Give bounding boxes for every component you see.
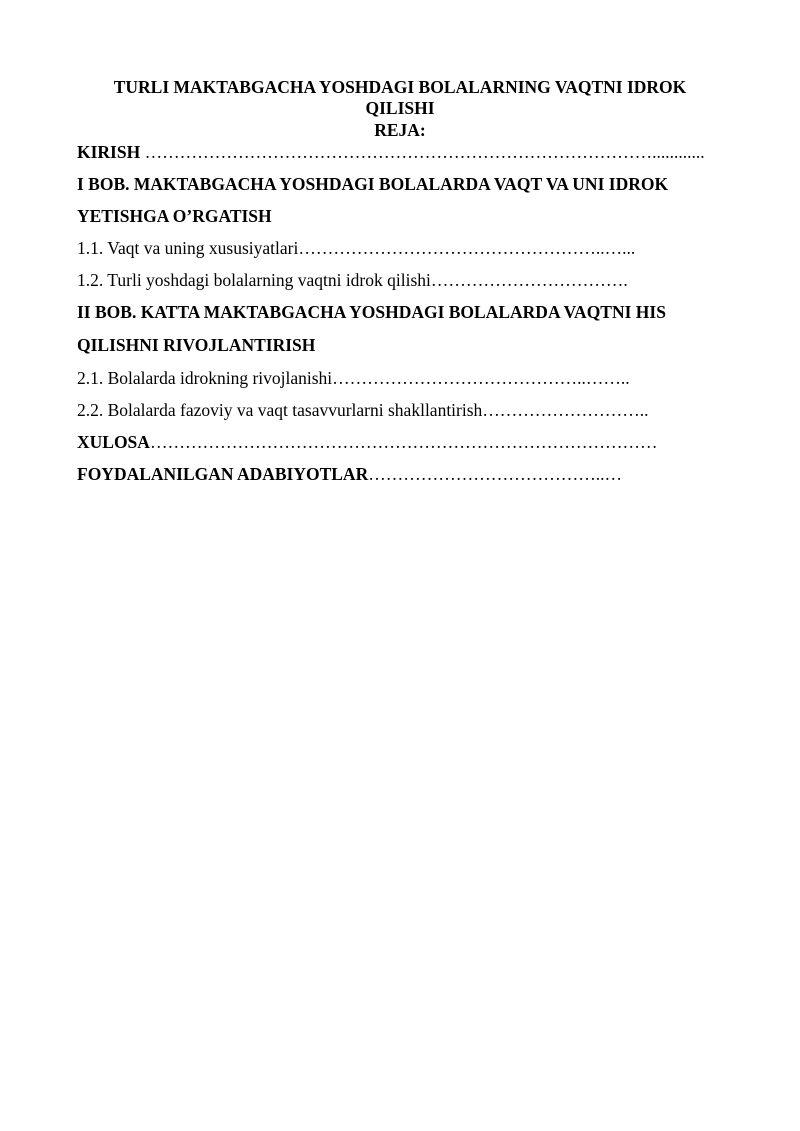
toc-entry-label: 1.1. Vaqt va uning xususiyatlari xyxy=(77,238,299,258)
toc-leader: ……………………………. xyxy=(430,270,628,290)
toc-leader: …………………………………………………………………………… xyxy=(149,432,658,452)
toc-leader: ……………………….. xyxy=(482,400,649,420)
toc-entry-2-2 xyxy=(77,400,649,421)
toc-leader: ……………………………………..…….. xyxy=(332,368,630,388)
toc-chapter-2-cont xyxy=(77,335,315,356)
toc-leader: ……………………………………………..…... xyxy=(298,238,636,258)
toc-entry-label: 2.2. Bolalarda fazoviy va vaqt tasavvurlarni shakllantirish xyxy=(77,400,483,420)
plan-heading: REJA: xyxy=(374,120,426,140)
toc-entry-label: QILISHNI RIVOJLANTIRISH xyxy=(77,335,316,355)
toc-entry-1-2 xyxy=(77,270,628,291)
toc-entry-2-1 xyxy=(77,368,630,389)
toc-entry-adabiyotlar xyxy=(77,464,622,485)
toc-entry-xulosa xyxy=(77,432,657,453)
toc-chapter-1-cont xyxy=(77,206,272,227)
document-title: TURLI MAKTABGACHA YOSHDAGI BOLALARNING VAQTNI IDROK QILISHI xyxy=(113,77,687,118)
toc-chapter-2 xyxy=(77,302,666,323)
toc-entry-label: KIRISH xyxy=(77,142,141,162)
toc-entry-label: II BOB. KATTA MAKTABGACHA YOSHDAGI BOLALARDA VAQTNI HIS xyxy=(77,302,666,322)
toc-entry-label: 2.1. Bolalarda idrokning rivojlanishi xyxy=(77,368,333,388)
toc-entry-label: XULOSA xyxy=(77,432,150,452)
toc-entry-label: I BOB. MAKTABGACHA YOSHDAGI BOLALARDA VAQT VA UNI IDROK xyxy=(77,174,669,194)
toc-entry-label: FOYDALANILGAN ADABIYOTLAR xyxy=(77,464,369,484)
toc-entry-1-1 xyxy=(77,238,635,259)
toc-chapter-1 xyxy=(77,174,668,195)
toc-entry-label: YETISHGA O’RGATISH xyxy=(77,206,272,226)
toc-leader: …………………………………..… xyxy=(368,464,622,484)
toc-entry-kirish xyxy=(77,142,705,163)
toc-entry-label: 1.2. Turli yoshdagi bolalarning vaqtni idrok qilishi xyxy=(77,270,431,290)
toc-leader: ……………………………………………………………………………............ xyxy=(140,142,705,162)
